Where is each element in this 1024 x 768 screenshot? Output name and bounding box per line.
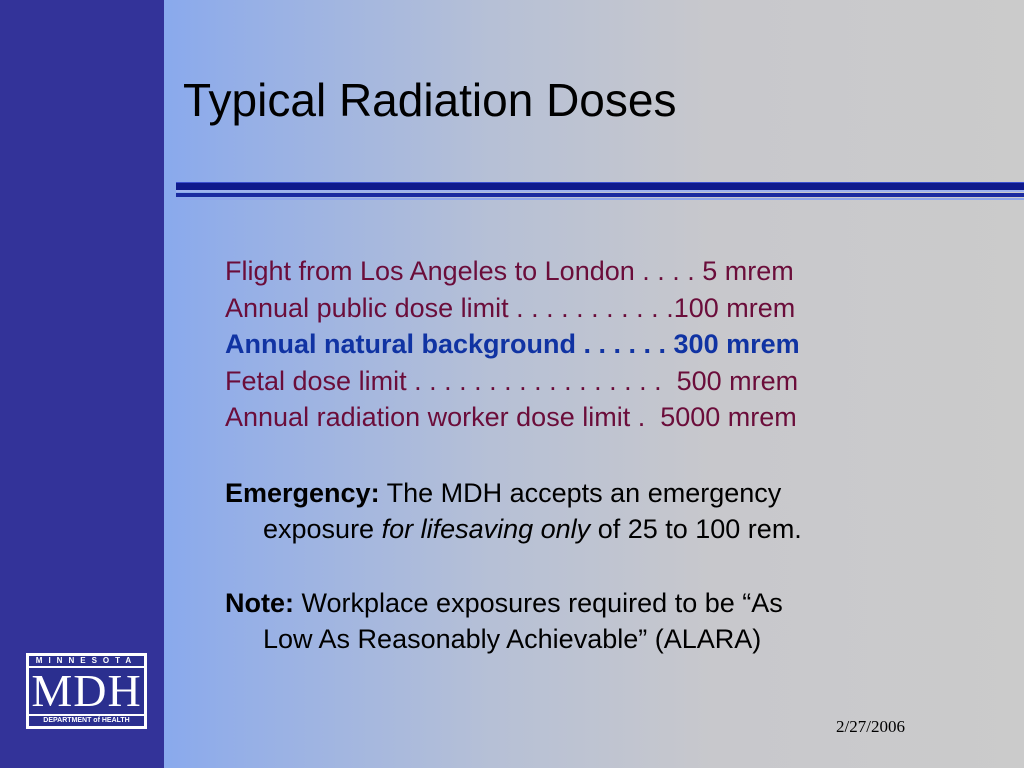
note-text-1: Workplace exposures required to be “As — [294, 588, 783, 618]
dose-item-worker-limit: Annual radiation worker dose limit . 5000 mrem — [225, 402, 797, 432]
dose-item-fetal-limit: Fetal dose limit . . . . . . . . . . . . . . . . . 500 mrem — [225, 365, 799, 396]
dose-item-public-limit: Annual public dose limit . . . . . . . . . . .100 mrem — [225, 292, 796, 323]
title-divider — [176, 182, 1024, 204]
emergency-label: Emergency: — [225, 478, 380, 508]
emergency-line-2 — [225, 511, 955, 547]
slide-title: Typical Radiation Doses — [183, 74, 677, 126]
divider-gap — [176, 190, 1024, 192]
emergency-text-1: The MDH accepts an emergency — [379, 478, 782, 508]
dose-list — [225, 253, 800, 436]
note-label: Note: — [225, 588, 294, 618]
divider-highlight — [176, 198, 1024, 200]
logo-state-text: MINNESOTA — [29, 656, 144, 666]
divider-thin-line — [176, 193, 1024, 197]
dose-item-natural-background: Annual natural background . . . . . . 300 mrem — [225, 329, 800, 359]
note-line-1 — [225, 585, 955, 621]
emergency-paragraph — [225, 475, 955, 547]
note-paragraph — [225, 585, 955, 657]
note-text-2: Low As Reasonably Achievable” (ALARA) — [263, 624, 762, 654]
logo-mdh-text: MDH — [29, 668, 144, 714]
note-line-2 — [225, 621, 955, 657]
logo-department-text: DEPARTMENT of HEALTH — [29, 716, 144, 726]
mdh-logo — [26, 653, 147, 729]
emergency-text-2: exposure — [263, 514, 382, 544]
slide-date: 2/27/2006 — [836, 717, 905, 736]
divider-thick-line — [176, 182, 1024, 190]
emergency-text-3: of 25 to 100 rem. — [590, 514, 802, 544]
emergency-italic: for lifesaving only — [381, 514, 591, 544]
dose-item-flight: Flight from Los Angeles to London . . . . 5 mrem — [225, 256, 794, 286]
emergency-line-1 — [225, 475, 955, 511]
